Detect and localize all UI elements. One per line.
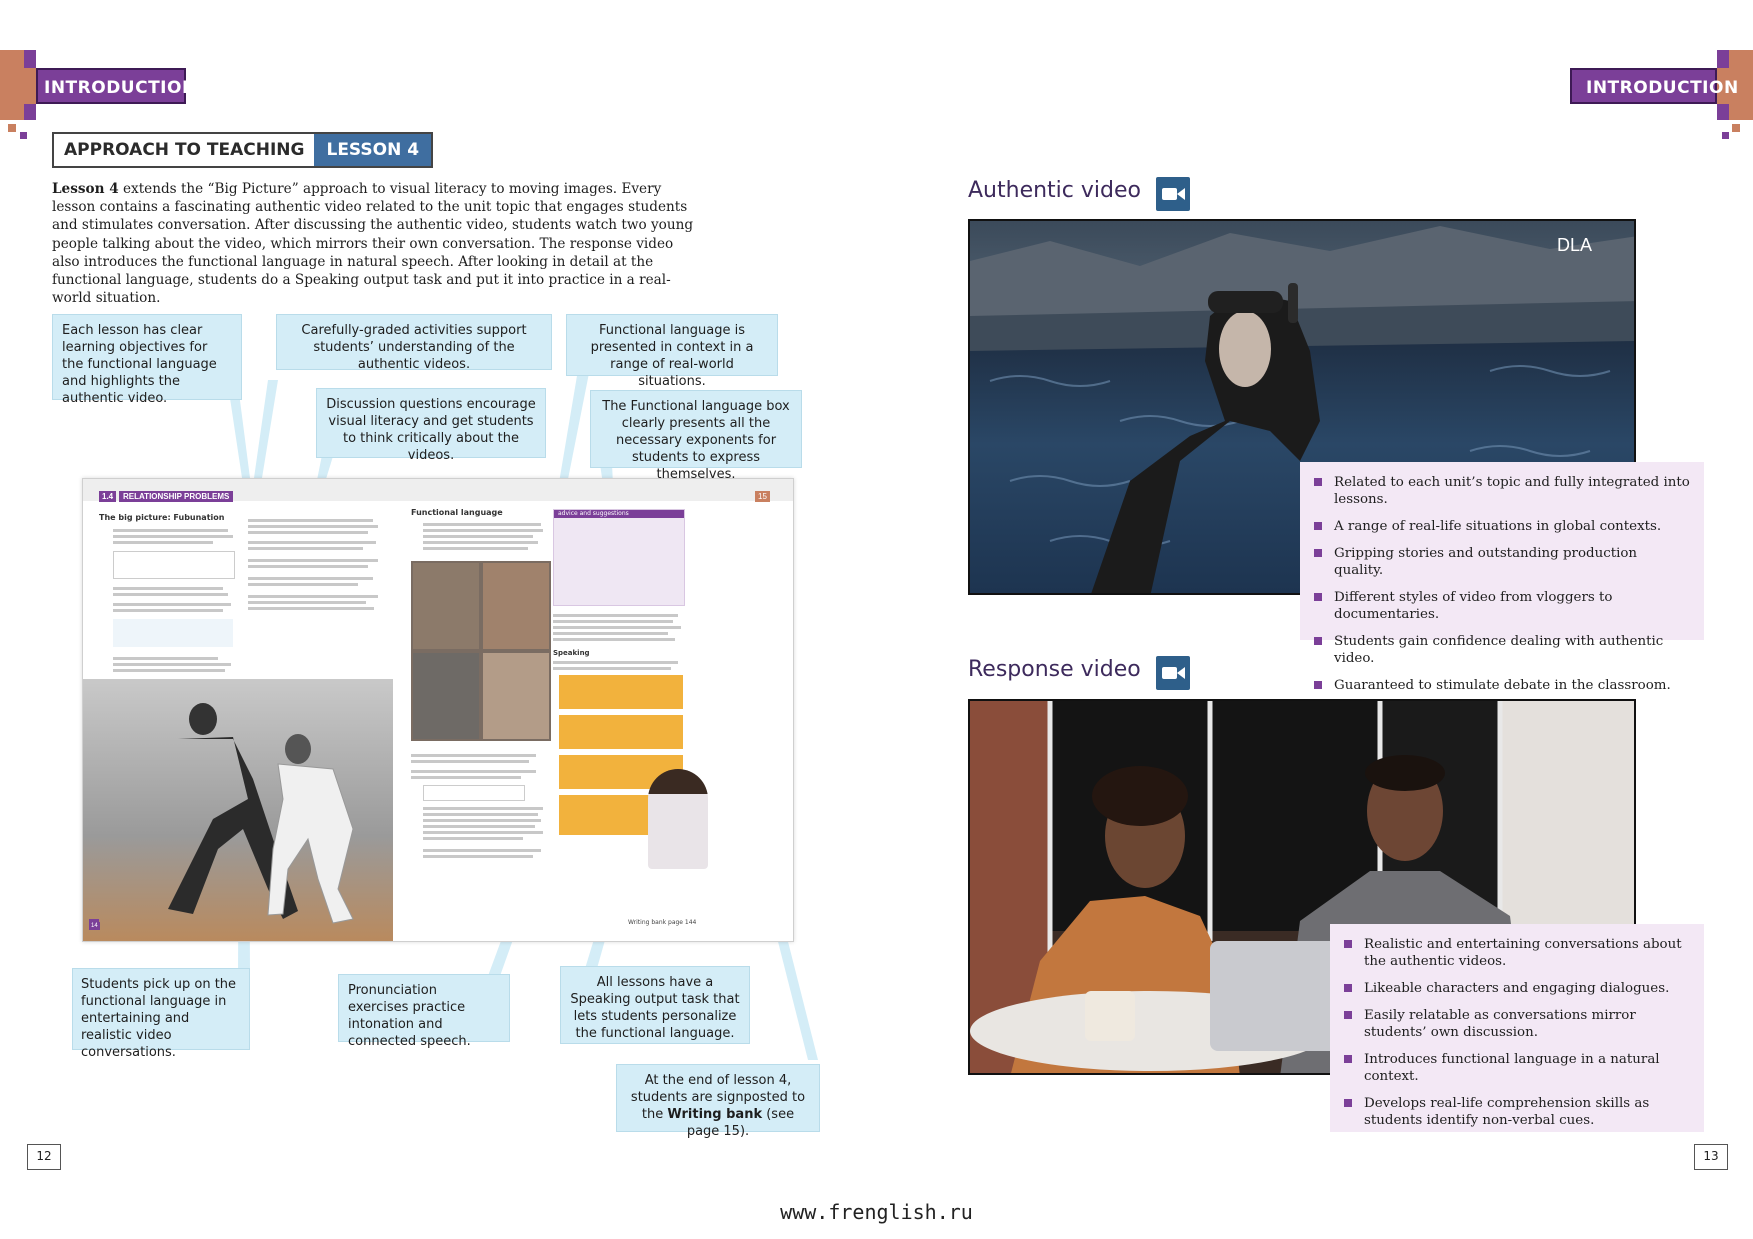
textbook-spread-image — [82, 478, 794, 942]
bullet-text: Likeable characters and engaging dialogues. — [1364, 981, 1670, 996]
bullet-text: Related to each unit’s topic and fully integrated into lessons. — [1334, 475, 1690, 507]
bullet-marker — [1344, 1011, 1352, 1019]
response-video-title: Response video — [968, 657, 1141, 682]
bullet-item — [1314, 474, 1690, 508]
authentic-video-title: Authentic video — [968, 178, 1141, 203]
bullet-text: Gripping stories and outstanding production quality. — [1334, 546, 1638, 578]
bullet-text: Realistic and entertaining conversations about the authentic videos. — [1364, 937, 1682, 969]
lesson-label: LESSON 4 — [314, 134, 431, 166]
bullet-item — [1344, 980, 1690, 997]
callout-writing-bank-post: (see page 15). — [686, 1107, 795, 1139]
intro-lead: Lesson 4 — [52, 181, 119, 197]
bullet-item — [1344, 1095, 1690, 1129]
bullet-item — [1314, 589, 1690, 623]
callout-learning-objectives: Each lesson has clear learning objectives for the functional language and highlights the authentic video. — [52, 314, 242, 400]
bullet-marker — [1314, 478, 1322, 486]
bullet-item — [1314, 518, 1690, 535]
speaking-heading: Speaking — [553, 649, 590, 657]
intro-tab-left: INTRODUCTION — [36, 68, 186, 104]
big-picture-heading: The big picture: Fubunation — [99, 513, 225, 522]
connector — [254, 380, 278, 478]
woman-illustration — [648, 769, 708, 869]
bullet-item — [1314, 677, 1690, 694]
dance-photo — [83, 679, 393, 941]
website-footer: www.frenglish.ru — [780, 1200, 973, 1224]
callout-functional-box: The Functional language box clearly presents all the necessary exponents for students to express themselves. — [590, 390, 802, 468]
video-camera-icon — [1156, 177, 1190, 211]
bullet-marker — [1344, 940, 1352, 948]
right-page-badge: 15 — [755, 491, 770, 502]
intro-body: extends the “Big Picture” approach to visual literacy to moving images. Every lesson contains a fascinating authentic video related to the unit topic that engages students and stimulates conversation. After discussing the authentic video, students watch two young people talking about the video, which mirrors their own conversation. The response video also introduces the functional language in natural speech. After looking in detail at the functional language, students do a Speaking output task and put it into practice in a real-world situation. — [52, 181, 694, 307]
unit-title: RELATIONSHIP PROBLEMS — [119, 491, 233, 502]
response-video-bullets — [1330, 924, 1704, 1132]
bullet-item — [1314, 545, 1690, 579]
video-camera-glyph — [1156, 177, 1190, 211]
functional-language-box — [553, 509, 685, 606]
page-number-left: 12 — [27, 1144, 61, 1170]
unit-badge: 1.4 — [99, 491, 116, 502]
bullet-text: Develops real-life comprehension skills as students identify non-verbal cues. — [1364, 1096, 1650, 1128]
dancers-silhouette — [83, 679, 393, 941]
bullet-item — [1344, 1051, 1690, 1085]
callout-discussion: Discussion questions encourage visual literacy and get students to think critically about the videos. — [316, 388, 546, 458]
bullet-text: Different styles of video from vloggers to documentaries. — [1334, 590, 1613, 622]
functional-language-heading: Functional language — [411, 508, 503, 517]
bullet-item — [1314, 633, 1690, 667]
callout-writing-bank-pre: At the end of lesson 4, students are signposted to the — [630, 1073, 806, 1122]
bullet-marker — [1314, 681, 1322, 689]
bullet-marker — [1344, 1055, 1352, 1063]
bullet-text: Guaranteed to stimulate debate in the classroom. — [1334, 678, 1671, 693]
callout-speaking-task: All lessons have a Speaking output task that lets students personalize the functional language. — [560, 966, 750, 1044]
bullet-text: Introduces functional language in a natural context. — [1364, 1052, 1660, 1084]
video-camera-icon — [1156, 656, 1190, 690]
authentic-video-bullets — [1300, 462, 1704, 693]
callout-pronunciation: Pronunciation exercises practice intonation and connected speech. — [338, 974, 510, 1042]
bullet-marker — [1314, 593, 1322, 601]
callout-writing-bank — [616, 1064, 820, 1139]
page-number-right: 13 — [1694, 1144, 1728, 1170]
callout-students-pick-up: Students pick up on the functional language in entertaining and realistic video conversations. — [72, 968, 250, 1050]
callout-functional-context: Functional language is presented in context in a range of real-world situations. — [566, 314, 778, 376]
callout-writing-bank-bold: Writing bank — [667, 1107, 763, 1122]
video-camera-glyph — [1156, 656, 1190, 690]
intro-tab-right: INTRODUCTION — [1570, 68, 1717, 104]
photo-grid — [411, 561, 551, 741]
bullet-marker — [1314, 637, 1322, 645]
writing-bank-ref: Writing bank page 144 — [628, 919, 697, 926]
bullet-marker — [1314, 549, 1322, 557]
bullet-item — [1344, 936, 1690, 970]
left-page-badge: 14 — [91, 923, 98, 929]
bullet-marker — [1344, 984, 1352, 992]
callout-graded-activities: Carefully-graded activities support students’ understanding of the authentic videos. — [276, 314, 552, 370]
bullet-marker — [1344, 1099, 1352, 1107]
box-heading: advice and suggestions — [554, 510, 684, 518]
bullet-item — [1344, 1007, 1690, 1041]
bullet-text: A range of real-life situations in global contexts. — [1334, 519, 1662, 534]
bullet-marker — [1314, 522, 1322, 530]
bullet-text: Easily relatable as conversations mirror students’ own discussion. — [1364, 1008, 1636, 1040]
video-watermark: DLA — [1556, 235, 1592, 255]
bullet-text: Students gain confidence dealing with authentic video. — [1334, 634, 1664, 666]
approach-label: APPROACH TO TEACHING — [64, 140, 305, 160]
